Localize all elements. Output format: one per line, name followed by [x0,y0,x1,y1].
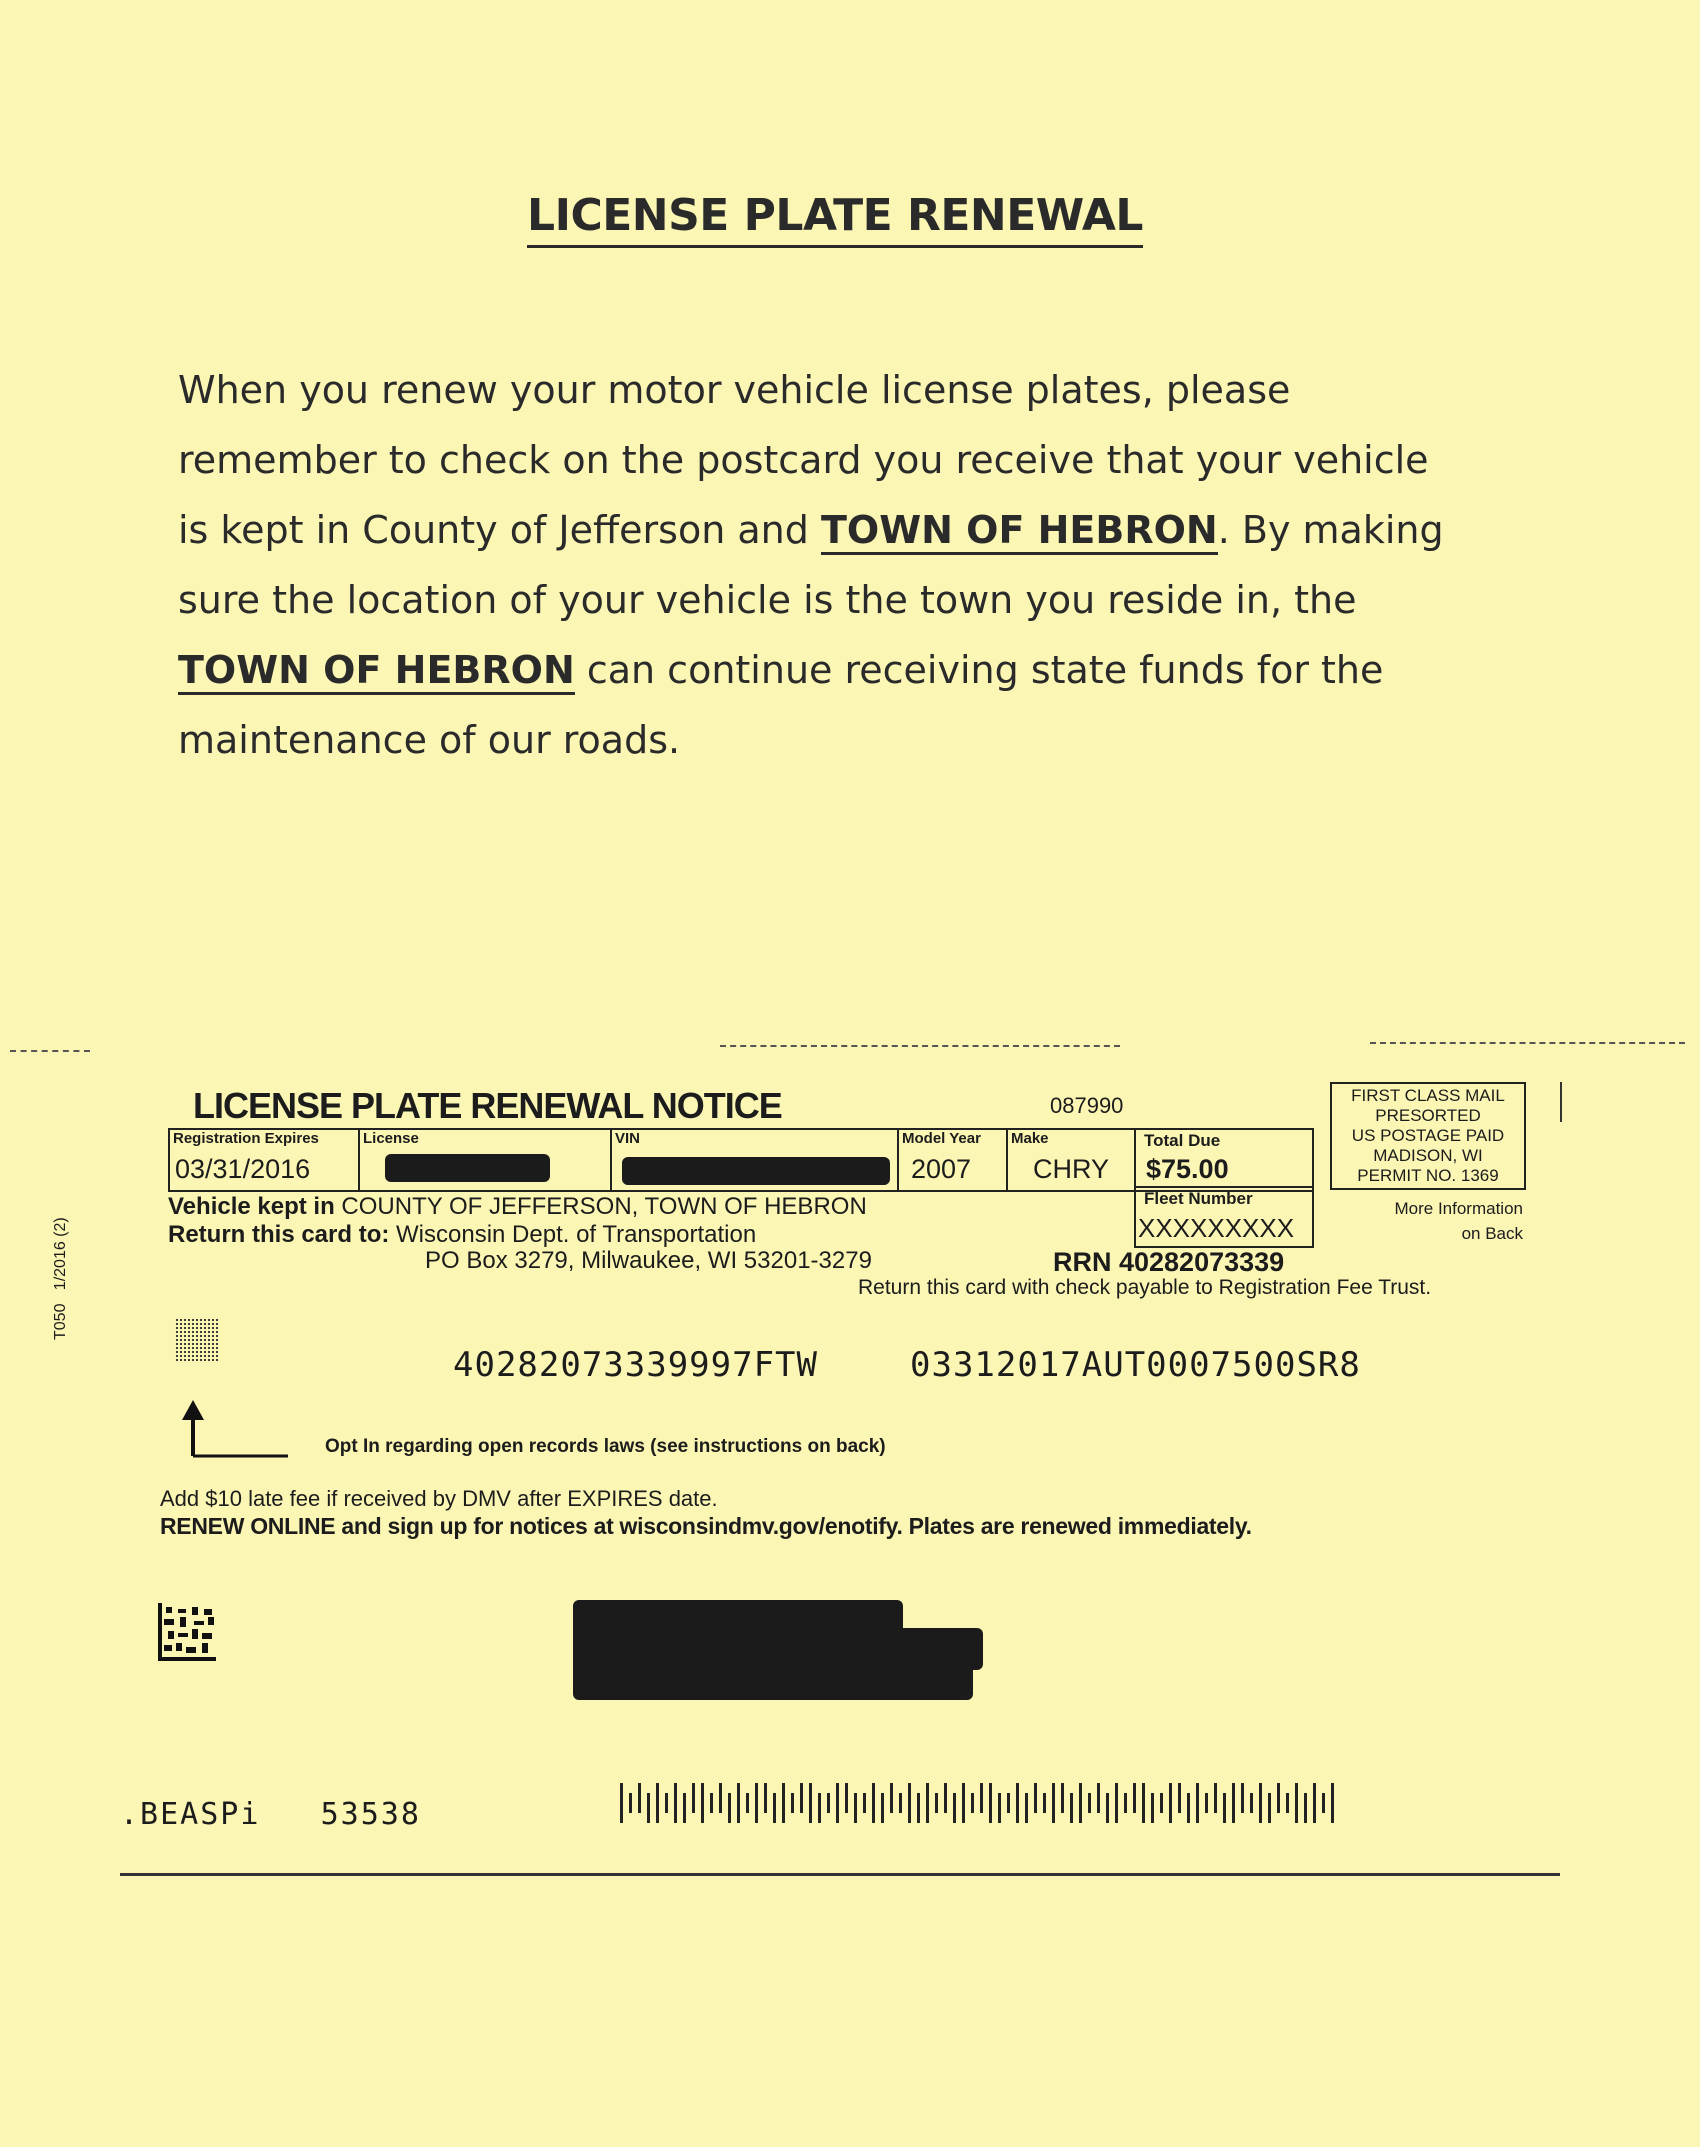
model-year-cell [899,1130,1008,1190]
cut-line-middle [720,1045,1120,1047]
more-information-line: More Information [1394,1199,1523,1218]
registration-expires-label: Registration Expires [173,1130,319,1147]
return-address-org: Wisconsin Dept. of Transportation [396,1221,757,1248]
registration-expires-cell [170,1130,360,1190]
vehicle-kept-value: COUNTY OF JEFFERSON, TOWN OF HEBRON [341,1193,867,1220]
sort-code: .BEASPi 53538 [120,1797,421,1832]
town-of-hebron-emphasis-1: TOWN OF HEBRON [821,508,1218,555]
rrn-number: RRN 40282073339 [1053,1247,1285,1277]
opt-in-arrow-icon [178,1398,290,1460]
total-due-value: $75.00 [1146,1154,1229,1184]
postal-barcode [620,1783,1340,1823]
more-information-line: on Back [1461,1224,1523,1243]
more-information [1345,1196,1523,1246]
make-cell [1008,1130,1136,1190]
make-value: CHRY [1033,1154,1110,1184]
form-side-code: T050 1/2016 (2) [52,1217,69,1340]
renew-online-notice: RENEW ONLINE and sign up for notices at wisconsindmv.gov/enotify. Plates are renewed immediately. [160,1513,1252,1539]
postage-indicia [1330,1082,1526,1190]
total-due-label: Total Due [1144,1131,1221,1150]
model-year-label: Model Year [902,1130,981,1147]
edge-mark [1560,1082,1562,1122]
postage-line: MADISON, WI [1373,1146,1483,1165]
postage-line: FIRST CLASS MAIL [1351,1086,1505,1105]
notice-serial: 087990 [1050,1093,1124,1118]
vin-label: VIN [615,1130,641,1147]
redacted-address-line-3 [573,1660,973,1700]
flyer-body-part-3: can continue receiving state funds for the maintenance of our roads. [178,648,1384,762]
postal-barcode-icon [620,1783,1340,1823]
postage-line: PRESORTED [1375,1106,1481,1125]
late-fee-notice: Add $10 late fee if received by DMV after EXPIRES date. [160,1486,718,1511]
flyer-title-text: LICENSE PLATE RENEWAL [527,190,1143,248]
ocr-scan-line-1: 40282073339997FTW [453,1345,818,1385]
flyer-body-part-2: . By making sure the location of your vehicle is the town you reside in, the [178,508,1444,622]
opt-in-instructions: Opt In regarding open records laws (see instructions on back) [325,1436,886,1457]
datamatrix-barcode-icon [158,1603,216,1661]
ocr-scan-line-2: 03312017AUT0007500SR8 [910,1345,1361,1385]
total-due-cell [1136,1130,1312,1190]
vin-cell [612,1130,899,1190]
card-bottom-edge [120,1873,1560,1876]
town-of-hebron-emphasis-2: TOWN OF HEBRON [178,648,575,695]
flyer-body-part-1: When you renew your motor vehicle license plates, please remember to check on the postcard you receive that your vehicle is kept in County of Jefferson and [178,368,1429,552]
opt-in-checkbox-area [175,1318,219,1362]
model-year-value: 2007 [911,1154,972,1184]
license-cell [360,1130,612,1190]
return-address-street: PO Box 3279, Milwaukee, WI 53201-3279 [425,1247,872,1274]
return-address-line-1 [168,1221,756,1249]
vehicle-kept-label: Vehicle kept in [168,1193,335,1220]
fleet-number-label: Fleet Number [1144,1189,1253,1208]
notice-title: LICENSE PLATE RENEWAL NOTICE [193,1085,782,1126]
vehicle-info-table [168,1128,1314,1192]
check-payable-note: Return this card with check payable to Registration Fee Trust. [858,1276,1432,1299]
postage-line: US POSTAGE PAID [1351,1126,1505,1145]
flyer-title [0,190,1670,241]
redacted-license-number [385,1154,550,1182]
make-label: Make [1011,1130,1049,1147]
redacted-vin [622,1157,890,1185]
return-label: Return this card to: [168,1221,390,1248]
license-label: License [363,1130,419,1147]
postage-line: PERMIT NO. 1369 [1357,1166,1499,1185]
fleet-number-box [1134,1186,1314,1248]
cut-line-left [10,1050,90,1052]
flyer-body [178,355,1448,775]
vehicle-kept-line [168,1193,867,1221]
cut-line-right [1370,1042,1685,1044]
fleet-number-value: XXXXXXXXX [1138,1213,1295,1243]
registration-expires-value: 03/31/2016 [175,1154,311,1184]
